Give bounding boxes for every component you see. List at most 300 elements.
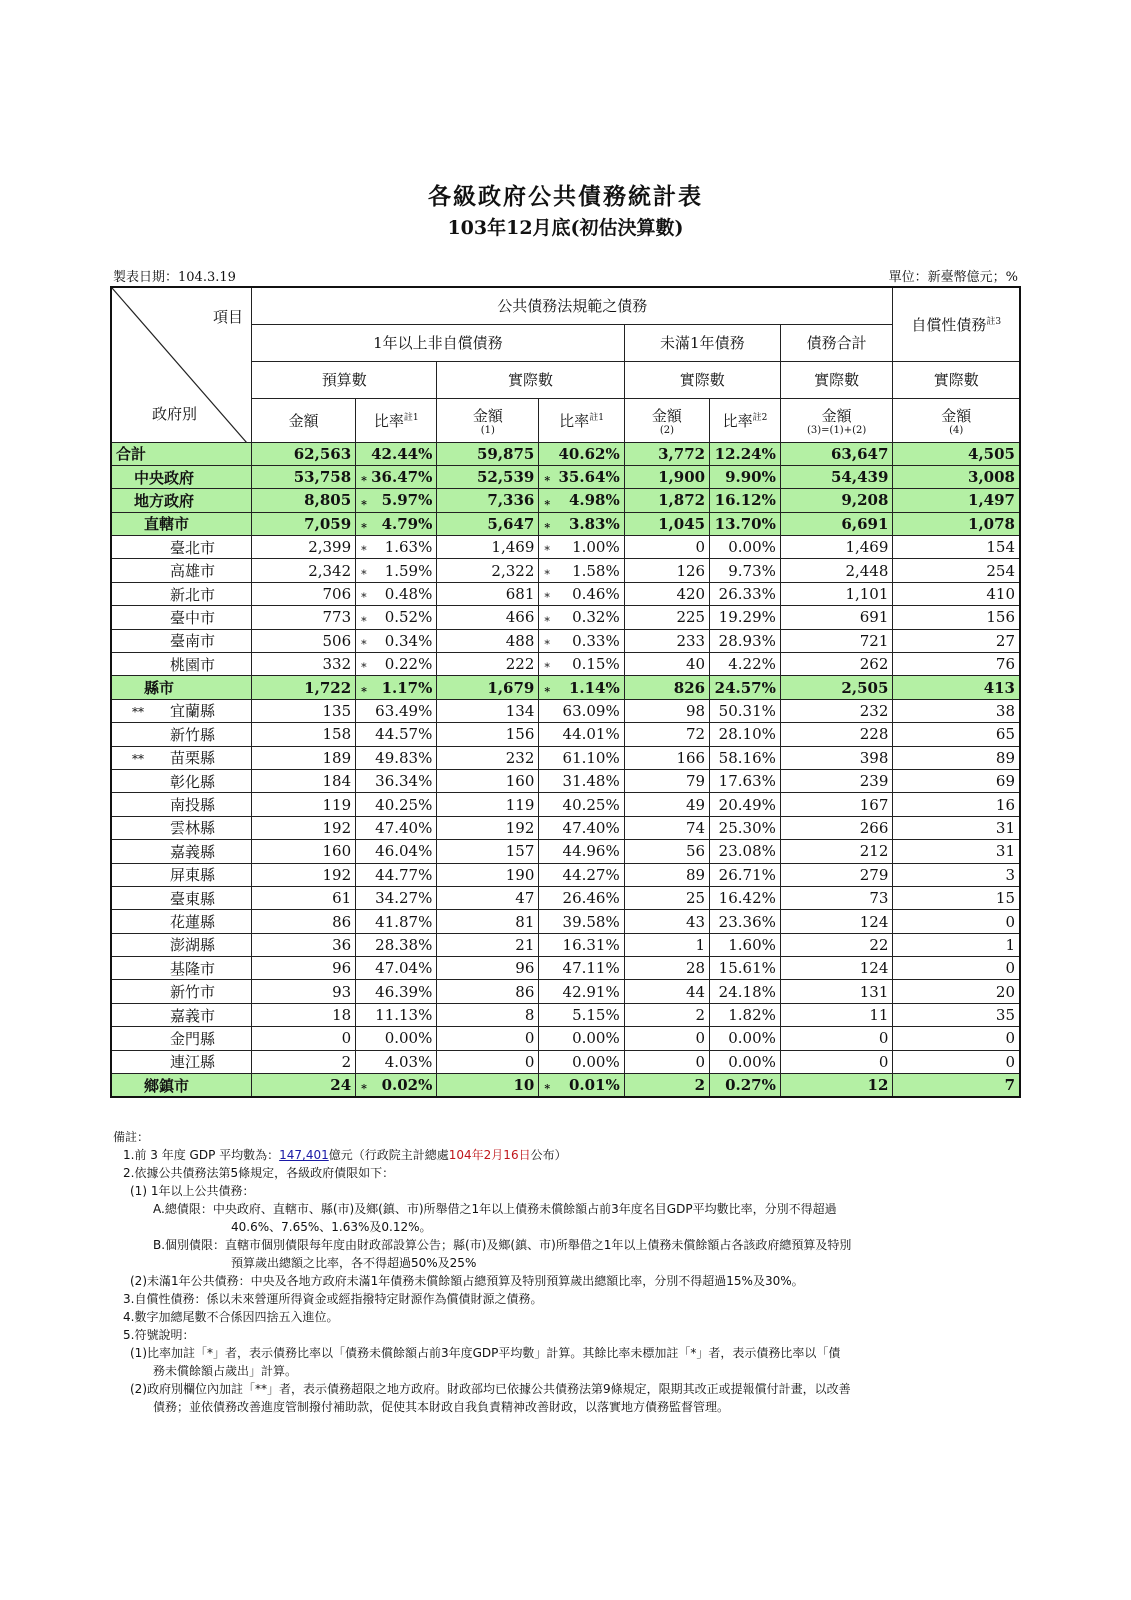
- actual-ratio-value: 1.58%: [572, 561, 620, 580]
- table-row: [111, 933, 1020, 956]
- gov-name-cell: [111, 559, 252, 582]
- gov-name-cell: [111, 489, 252, 512]
- header-over-1year: 1年以上非自償債務: [252, 324, 625, 361]
- actual-amount: 86: [437, 980, 539, 1003]
- star-marker: *: [361, 614, 367, 628]
- short-term-ratio: 50.31%: [710, 699, 781, 722]
- short-term-amount: 40: [624, 653, 709, 676]
- total-amount: 131: [780, 980, 893, 1003]
- short-term-ratio: 23.08%: [710, 840, 781, 863]
- gov-name-cell: [111, 723, 252, 746]
- table-row: [111, 606, 1020, 629]
- table-row: [111, 489, 1020, 512]
- actual-ratio-value: 40.25%: [562, 795, 620, 814]
- short-term-amount: 1,900: [624, 465, 709, 488]
- budget-ratio: [356, 1027, 437, 1050]
- header-item: 項目: [213, 308, 244, 326]
- short-term-ratio: 9.90%: [710, 465, 781, 488]
- self-liquidating-amount: 27: [893, 629, 1020, 652]
- gov-name: 嘉義市: [170, 1006, 216, 1025]
- budget-ratio-value: 44.57%: [375, 725, 433, 744]
- note-2-1: (1) 1年以上公共債務：: [130, 1184, 255, 1198]
- budget-amount: 61: [252, 886, 356, 909]
- actual-amount: 119: [437, 793, 539, 816]
- budget-amount: 189: [252, 746, 356, 769]
- budget-amount: 119: [252, 793, 356, 816]
- gov-name: 嘉義縣: [170, 842, 216, 861]
- short-term-ratio: 58.16%: [710, 746, 781, 769]
- budget-ratio-value: 47.40%: [375, 818, 433, 837]
- note-2-1-b: B.個別債限：直轄市個別債限每年度由財政部設算公告；縣(市)及鄉(鎮、市)所舉借之1年以上債務未償餘額占各該政府總預算及特別: [153, 1238, 852, 1252]
- budget-ratio-value: 1.17%: [381, 678, 433, 697]
- actual-ratio-value: 61.10%: [562, 748, 620, 767]
- budget-ratio: [356, 886, 437, 909]
- actual-amount: 47: [437, 886, 539, 909]
- short-term-amount: 2: [624, 1003, 709, 1026]
- gov-name: 澎湖縣: [170, 936, 216, 955]
- budget-ratio: [356, 980, 437, 1003]
- debt-table: [110, 286, 1021, 1098]
- table-row: [111, 512, 1020, 535]
- actual-ratio-value: 4.98%: [568, 491, 620, 510]
- actual-ratio-value: 47.40%: [562, 818, 620, 837]
- budget-ratio-value: 36.34%: [375, 772, 433, 791]
- budget-amount: 773: [252, 606, 356, 629]
- short-term-amount: 233: [624, 629, 709, 652]
- header-corner-cell: [111, 287, 252, 442]
- self-liquidating-amount: 3: [893, 863, 1020, 886]
- short-term-amount: 0: [624, 536, 709, 559]
- actual-ratio: [539, 816, 624, 839]
- actual-ratio: [539, 746, 624, 769]
- table-row: [111, 863, 1020, 886]
- self-liquidating-amount: 0: [893, 910, 1020, 933]
- actual-ratio: [539, 536, 624, 559]
- budget-ratio: [356, 957, 437, 980]
- budget-ratio-value: 1.59%: [384, 561, 433, 580]
- actual-ratio: [539, 840, 624, 863]
- budget-ratio-value: 49.83%: [375, 748, 433, 767]
- total-amount: 262: [780, 653, 893, 676]
- short-term-ratio: 25.30%: [710, 816, 781, 839]
- actual-amount: 157: [437, 840, 539, 863]
- gov-name-cell: [111, 746, 252, 769]
- header-amount: 金額: [252, 398, 356, 442]
- actual-amount: 192: [437, 816, 539, 839]
- actual-amount: 10: [437, 1074, 539, 1098]
- note2-marker: 註2: [752, 412, 768, 423]
- gov-name: 縣市: [144, 679, 175, 698]
- notes-heading: 備註：: [113, 1130, 150, 1144]
- star-marker: *: [361, 474, 367, 488]
- total-amount: 124: [780, 957, 893, 980]
- self-liquidating-amount: 254: [893, 559, 1020, 582]
- star-marker: *: [361, 661, 367, 675]
- budget-ratio: [356, 933, 437, 956]
- budget-ratio-value: 11.13%: [375, 1006, 433, 1025]
- gov-name: 高雄市: [170, 562, 216, 581]
- gov-name: 鄉鎮市: [144, 1076, 190, 1095]
- header-sub-3: (3)=(1)+(2): [807, 424, 867, 436]
- short-term-amount: 1: [624, 933, 709, 956]
- self-liquidating-amount: 3,008: [893, 465, 1020, 488]
- self-liquidating-amount: 20: [893, 980, 1020, 1003]
- gov-name-cell: [111, 512, 252, 535]
- budget-ratio-value: 0.22%: [384, 655, 433, 674]
- self-liquidating-amount: 76: [893, 653, 1020, 676]
- short-term-amount: 0: [624, 1027, 709, 1050]
- actual-amount: 81: [437, 910, 539, 933]
- star-marker: *: [544, 1082, 551, 1096]
- budget-ratio-value: 47.04%: [375, 959, 433, 978]
- note-5-2b: 債務；並依債務改善進度管制撥付補助款，促使其本財政自我負責精神改善財政，以落實地方債務監督管理。: [153, 1400, 730, 1414]
- total-amount: 0: [780, 1050, 893, 1073]
- actual-ratio-value: 42.91%: [562, 982, 620, 1001]
- gov-name-cell: [111, 536, 252, 559]
- actual-ratio: [539, 933, 624, 956]
- total-amount: 73: [780, 886, 893, 909]
- note-1: [113, 1146, 1013, 1164]
- gov-name: 地方政府: [134, 491, 195, 510]
- budget-ratio-value: 41.87%: [375, 912, 433, 931]
- short-term-ratio: 26.71%: [710, 863, 781, 886]
- gov-name: 連江縣: [170, 1053, 216, 1072]
- header-sub-2: (2): [659, 424, 674, 436]
- actual-ratio: [539, 1074, 624, 1098]
- gov-name: 中央政府: [134, 468, 195, 487]
- star-marker: *: [544, 591, 550, 605]
- self-liquidating-amount: 89: [893, 746, 1020, 769]
- budget-ratio-value: 0.52%: [384, 608, 433, 627]
- star-marker: *: [544, 684, 551, 698]
- header-total-debt: 債務合計: [780, 324, 893, 361]
- actual-ratio-value: 0.00%: [572, 1029, 620, 1048]
- note-1-pre: 1.前 3 年度 GDP 平均數為：: [123, 1148, 280, 1162]
- gov-name: 臺北市: [170, 538, 216, 557]
- short-term-ratio: 16.12%: [710, 489, 781, 512]
- budget-ratio: [356, 840, 437, 863]
- self-liquidating-amount: 410: [893, 582, 1020, 605]
- actual-ratio: [539, 910, 624, 933]
- total-amount: 22: [780, 933, 893, 956]
- star-marker: *: [361, 521, 367, 535]
- budget-amount: 24: [252, 1074, 356, 1098]
- budget-ratio-value: 0.02%: [381, 1076, 433, 1095]
- actual-ratio-value: 44.27%: [562, 865, 620, 884]
- total-amount: 2,505: [780, 676, 893, 699]
- actual-ratio: [539, 980, 624, 1003]
- star-marker: *: [544, 544, 550, 558]
- budget-amount: 7,059: [252, 512, 356, 535]
- total-amount: 398: [780, 746, 893, 769]
- actual-ratio-value: 0.01%: [568, 1076, 620, 1095]
- actual-amount: 1,679: [437, 676, 539, 699]
- budget-amount: 53,758: [252, 465, 356, 488]
- total-amount: 63,647: [780, 442, 893, 465]
- actual-ratio: [539, 512, 624, 535]
- gdp-link[interactable]: 147,401: [279, 1148, 329, 1162]
- budget-ratio-value: 63.49%: [375, 701, 433, 720]
- actual-ratio: [539, 793, 624, 816]
- self-liquidating-amount: 154: [893, 536, 1020, 559]
- short-term-amount: 126: [624, 559, 709, 582]
- total-amount: 212: [780, 840, 893, 863]
- actual-amount: 160: [437, 769, 539, 792]
- self-liquidating-amount: 1: [893, 933, 1020, 956]
- short-term-ratio: 20.49%: [710, 793, 781, 816]
- actual-ratio-value: 0.33%: [572, 631, 620, 650]
- budget-amount: 2,342: [252, 559, 356, 582]
- budget-ratio: [356, 653, 437, 676]
- gov-name: 新竹縣: [170, 725, 216, 744]
- budget-ratio-value: 36.47%: [371, 468, 433, 487]
- header-amount-4: [893, 398, 1020, 442]
- table-row: [111, 559, 1020, 582]
- budget-ratio-value: 34.27%: [375, 889, 433, 908]
- actual-ratio-value: 44.01%: [562, 725, 620, 744]
- gov-name: 合計: [116, 445, 147, 464]
- short-term-ratio: 15.61%: [710, 957, 781, 980]
- actual-ratio-value: 63.09%: [562, 701, 620, 720]
- header-amount-2: [624, 398, 709, 442]
- budget-amount: 160: [252, 840, 356, 863]
- total-amount: 1,469: [780, 536, 893, 559]
- budget-ratio: [356, 582, 437, 605]
- star-marker: *: [361, 591, 367, 605]
- gov-name: 金門縣: [170, 1029, 216, 1048]
- header-actual-4: 實際數: [893, 361, 1020, 398]
- budget-ratio: [356, 559, 437, 582]
- budget-ratio: [356, 1003, 437, 1026]
- budget-amount: 1,722: [252, 676, 356, 699]
- budget-amount: 0: [252, 1027, 356, 1050]
- actual-amount: 134: [437, 699, 539, 722]
- actual-ratio-value: 40.62%: [558, 444, 620, 463]
- total-amount: 266: [780, 816, 893, 839]
- header-actual-2: 實際數: [624, 361, 780, 398]
- budget-ratio-value: 46.39%: [375, 982, 433, 1001]
- short-term-amount: 72: [624, 723, 709, 746]
- gov-name-cell: [111, 582, 252, 605]
- actual-ratio: [539, 863, 624, 886]
- gov-name-cell: [111, 840, 252, 863]
- short-term-amount: 0: [624, 1050, 709, 1073]
- short-term-amount: 3,772: [624, 442, 709, 465]
- actual-ratio-value: 5.15%: [572, 1006, 620, 1025]
- total-amount: 9,208: [780, 489, 893, 512]
- gov-name-cell: [111, 933, 252, 956]
- budget-amount: 2,399: [252, 536, 356, 559]
- table-row: [111, 957, 1020, 980]
- table-row: [111, 653, 1020, 676]
- star-marker: *: [361, 544, 367, 558]
- header-amount-3: [780, 398, 893, 442]
- budget-amount: 96: [252, 957, 356, 980]
- budget-amount: 158: [252, 723, 356, 746]
- header-amount-4-label: 金額: [941, 406, 972, 425]
- note-2-2: (2)未滿1年公共債務：中央及各地方政府未滿1年債務未償餘額占總預算及特別預算歲出總額比率，分別不得超過15%及30%。: [130, 1274, 804, 1288]
- gov-name-cell: [111, 863, 252, 886]
- note-1-date: 104年2月16日: [448, 1148, 531, 1162]
- short-term-ratio: 13.70%: [710, 512, 781, 535]
- table-row: [111, 793, 1020, 816]
- actual-amount: 681: [437, 582, 539, 605]
- note-1-mid: 億元（行政院主計總處: [328, 1148, 449, 1162]
- gov-name-cell: [111, 699, 252, 722]
- budget-amount: 8,805: [252, 489, 356, 512]
- budget-ratio: [356, 512, 437, 535]
- actual-ratio-value: 16.31%: [562, 935, 620, 954]
- budget-ratio-value: 40.25%: [375, 795, 433, 814]
- actual-ratio: [539, 1050, 624, 1073]
- short-term-ratio: 26.33%: [710, 582, 781, 605]
- header-amount-1-label: 金額: [472, 406, 503, 425]
- note-2-1-a: A.總債限：中央政府、直轄市、縣(市)及鄉(鎮、市)所舉借之1年以上債務未償餘額占前3年度名目GDP平均數比率，分別不得超過: [153, 1202, 837, 1216]
- actual-ratio: [539, 629, 624, 652]
- actual-amount: 7,336: [437, 489, 539, 512]
- actual-amount: 488: [437, 629, 539, 652]
- short-term-amount: 89: [624, 863, 709, 886]
- over-limit-marker: **: [132, 751, 144, 766]
- total-amount: 239: [780, 769, 893, 792]
- actual-ratio-value: 0.32%: [572, 608, 620, 627]
- actual-ratio: [539, 886, 624, 909]
- note-5: 5.符號說明：: [123, 1328, 195, 1342]
- short-term-amount: 79: [624, 769, 709, 792]
- star-marker: *: [544, 567, 550, 581]
- gov-name-cell: [111, 442, 252, 465]
- budget-ratio-value: 0.00%: [384, 1029, 433, 1048]
- unit-label: 單位：新臺幣億元；%: [888, 270, 1018, 285]
- table-row: [111, 582, 1020, 605]
- table-row: [111, 746, 1020, 769]
- table-row: [111, 840, 1020, 863]
- budget-ratio-value: 42.44%: [371, 444, 433, 463]
- gov-name: 雲林縣: [170, 819, 216, 838]
- actual-ratio: [539, 606, 624, 629]
- star-marker: *: [361, 567, 367, 581]
- actual-amount: 2,322: [437, 559, 539, 582]
- short-term-amount: 1,872: [624, 489, 709, 512]
- actual-ratio: [539, 559, 624, 582]
- note-2-1-a2: 40.6%、7.65%、1.63%及0.12%。: [231, 1220, 432, 1234]
- total-amount: 1,101: [780, 582, 893, 605]
- gov-name-cell: [111, 1027, 252, 1050]
- gov-name: 新竹市: [170, 983, 216, 1002]
- table-row: [111, 1003, 1020, 1026]
- self-liquidating-amount: 1,497: [893, 489, 1020, 512]
- gov-name: 臺中市: [170, 608, 216, 627]
- short-term-ratio: 0.27%: [710, 1074, 781, 1098]
- table-body: [111, 442, 1020, 1097]
- gov-name: 臺南市: [170, 632, 216, 651]
- budget-ratio-value: 44.77%: [375, 865, 433, 884]
- budget-amount: 184: [252, 769, 356, 792]
- short-term-ratio: 17.63%: [710, 769, 781, 792]
- header-sub-4: (4): [949, 424, 964, 436]
- actual-ratio: [539, 465, 624, 488]
- total-amount: 0: [780, 1027, 893, 1050]
- budget-ratio: [356, 629, 437, 652]
- prepared-date: 製表日期：104.3.19: [113, 270, 236, 285]
- budget-ratio-value: 1.63%: [384, 538, 433, 557]
- header-public-debt-law: 公共債務法規範之債務: [252, 287, 893, 324]
- short-term-amount: 420: [624, 582, 709, 605]
- table-row: [111, 723, 1020, 746]
- short-term-ratio: 0.00%: [710, 1050, 781, 1073]
- actual-ratio: [539, 676, 624, 699]
- self-liquidating-amount: 0: [893, 1050, 1020, 1073]
- gov-name: 南投縣: [170, 796, 216, 815]
- budget-ratio: [356, 465, 437, 488]
- gov-name: 新北市: [170, 585, 216, 604]
- short-term-ratio: 4.22%: [710, 653, 781, 676]
- short-term-ratio: 1.82%: [710, 1003, 781, 1026]
- budget-ratio: [356, 769, 437, 792]
- actual-amount: 96: [437, 957, 539, 980]
- actual-ratio-value: 3.83%: [568, 514, 620, 533]
- short-term-ratio: 1.60%: [710, 933, 781, 956]
- table-row: [111, 1050, 1020, 1073]
- actual-amount: 1,469: [437, 536, 539, 559]
- header-amount-1: [437, 398, 539, 442]
- short-term-amount: 826: [624, 676, 709, 699]
- gov-name-cell: [111, 465, 252, 488]
- table-row: [111, 465, 1020, 488]
- table-row: [111, 816, 1020, 839]
- gov-name-cell: [111, 957, 252, 980]
- short-term-ratio: 28.93%: [710, 629, 781, 652]
- budget-amount: 506: [252, 629, 356, 652]
- note-2: 2.依據公共債務法第5條規定，各級政府債限如下：: [123, 1166, 395, 1180]
- total-amount: 691: [780, 606, 893, 629]
- total-amount: 6,691: [780, 512, 893, 535]
- star-marker: *: [544, 638, 550, 652]
- short-term-ratio: 28.10%: [710, 723, 781, 746]
- header-budget: 預算數: [252, 361, 437, 398]
- total-amount: 167: [780, 793, 893, 816]
- total-amount: 279: [780, 863, 893, 886]
- header-gov: 政府別: [152, 404, 198, 423]
- actual-ratio: [539, 1027, 624, 1050]
- short-term-amount: 56: [624, 840, 709, 863]
- gov-name-cell: [111, 1074, 252, 1098]
- note-1-post: 公布）: [530, 1148, 567, 1162]
- actual-ratio: [539, 653, 624, 676]
- gov-name: 桃園市: [170, 655, 216, 674]
- header-actual-1: 實際數: [437, 361, 624, 398]
- header-ratio-2-label: 比率: [559, 411, 590, 430]
- actual-ratio: [539, 769, 624, 792]
- short-term-amount: 25: [624, 886, 709, 909]
- actual-amount: 52,539: [437, 465, 539, 488]
- budget-ratio: [356, 1050, 437, 1073]
- short-term-amount: 44: [624, 980, 709, 1003]
- total-amount: 54,439: [780, 465, 893, 488]
- header-under-1year: 未滿1年債務: [624, 324, 780, 361]
- short-term-ratio: 24.18%: [710, 980, 781, 1003]
- table-row: [111, 980, 1020, 1003]
- header-self-liquidating: [893, 287, 1020, 361]
- gov-name-cell: [111, 629, 252, 652]
- note-5-2: (2)政府別欄位內加註「**」者，表示債務超限之地方政府。財政部均已依據公共債務法第9條規定，限期其改正或提報償付計畫，以改善: [130, 1382, 851, 1396]
- self-liquidating-amount: 16: [893, 793, 1020, 816]
- budget-ratio: [356, 699, 437, 722]
- gov-name-cell: [111, 676, 252, 699]
- budget-amount: 192: [252, 863, 356, 886]
- actual-amount: 466: [437, 606, 539, 629]
- actual-ratio: [539, 723, 624, 746]
